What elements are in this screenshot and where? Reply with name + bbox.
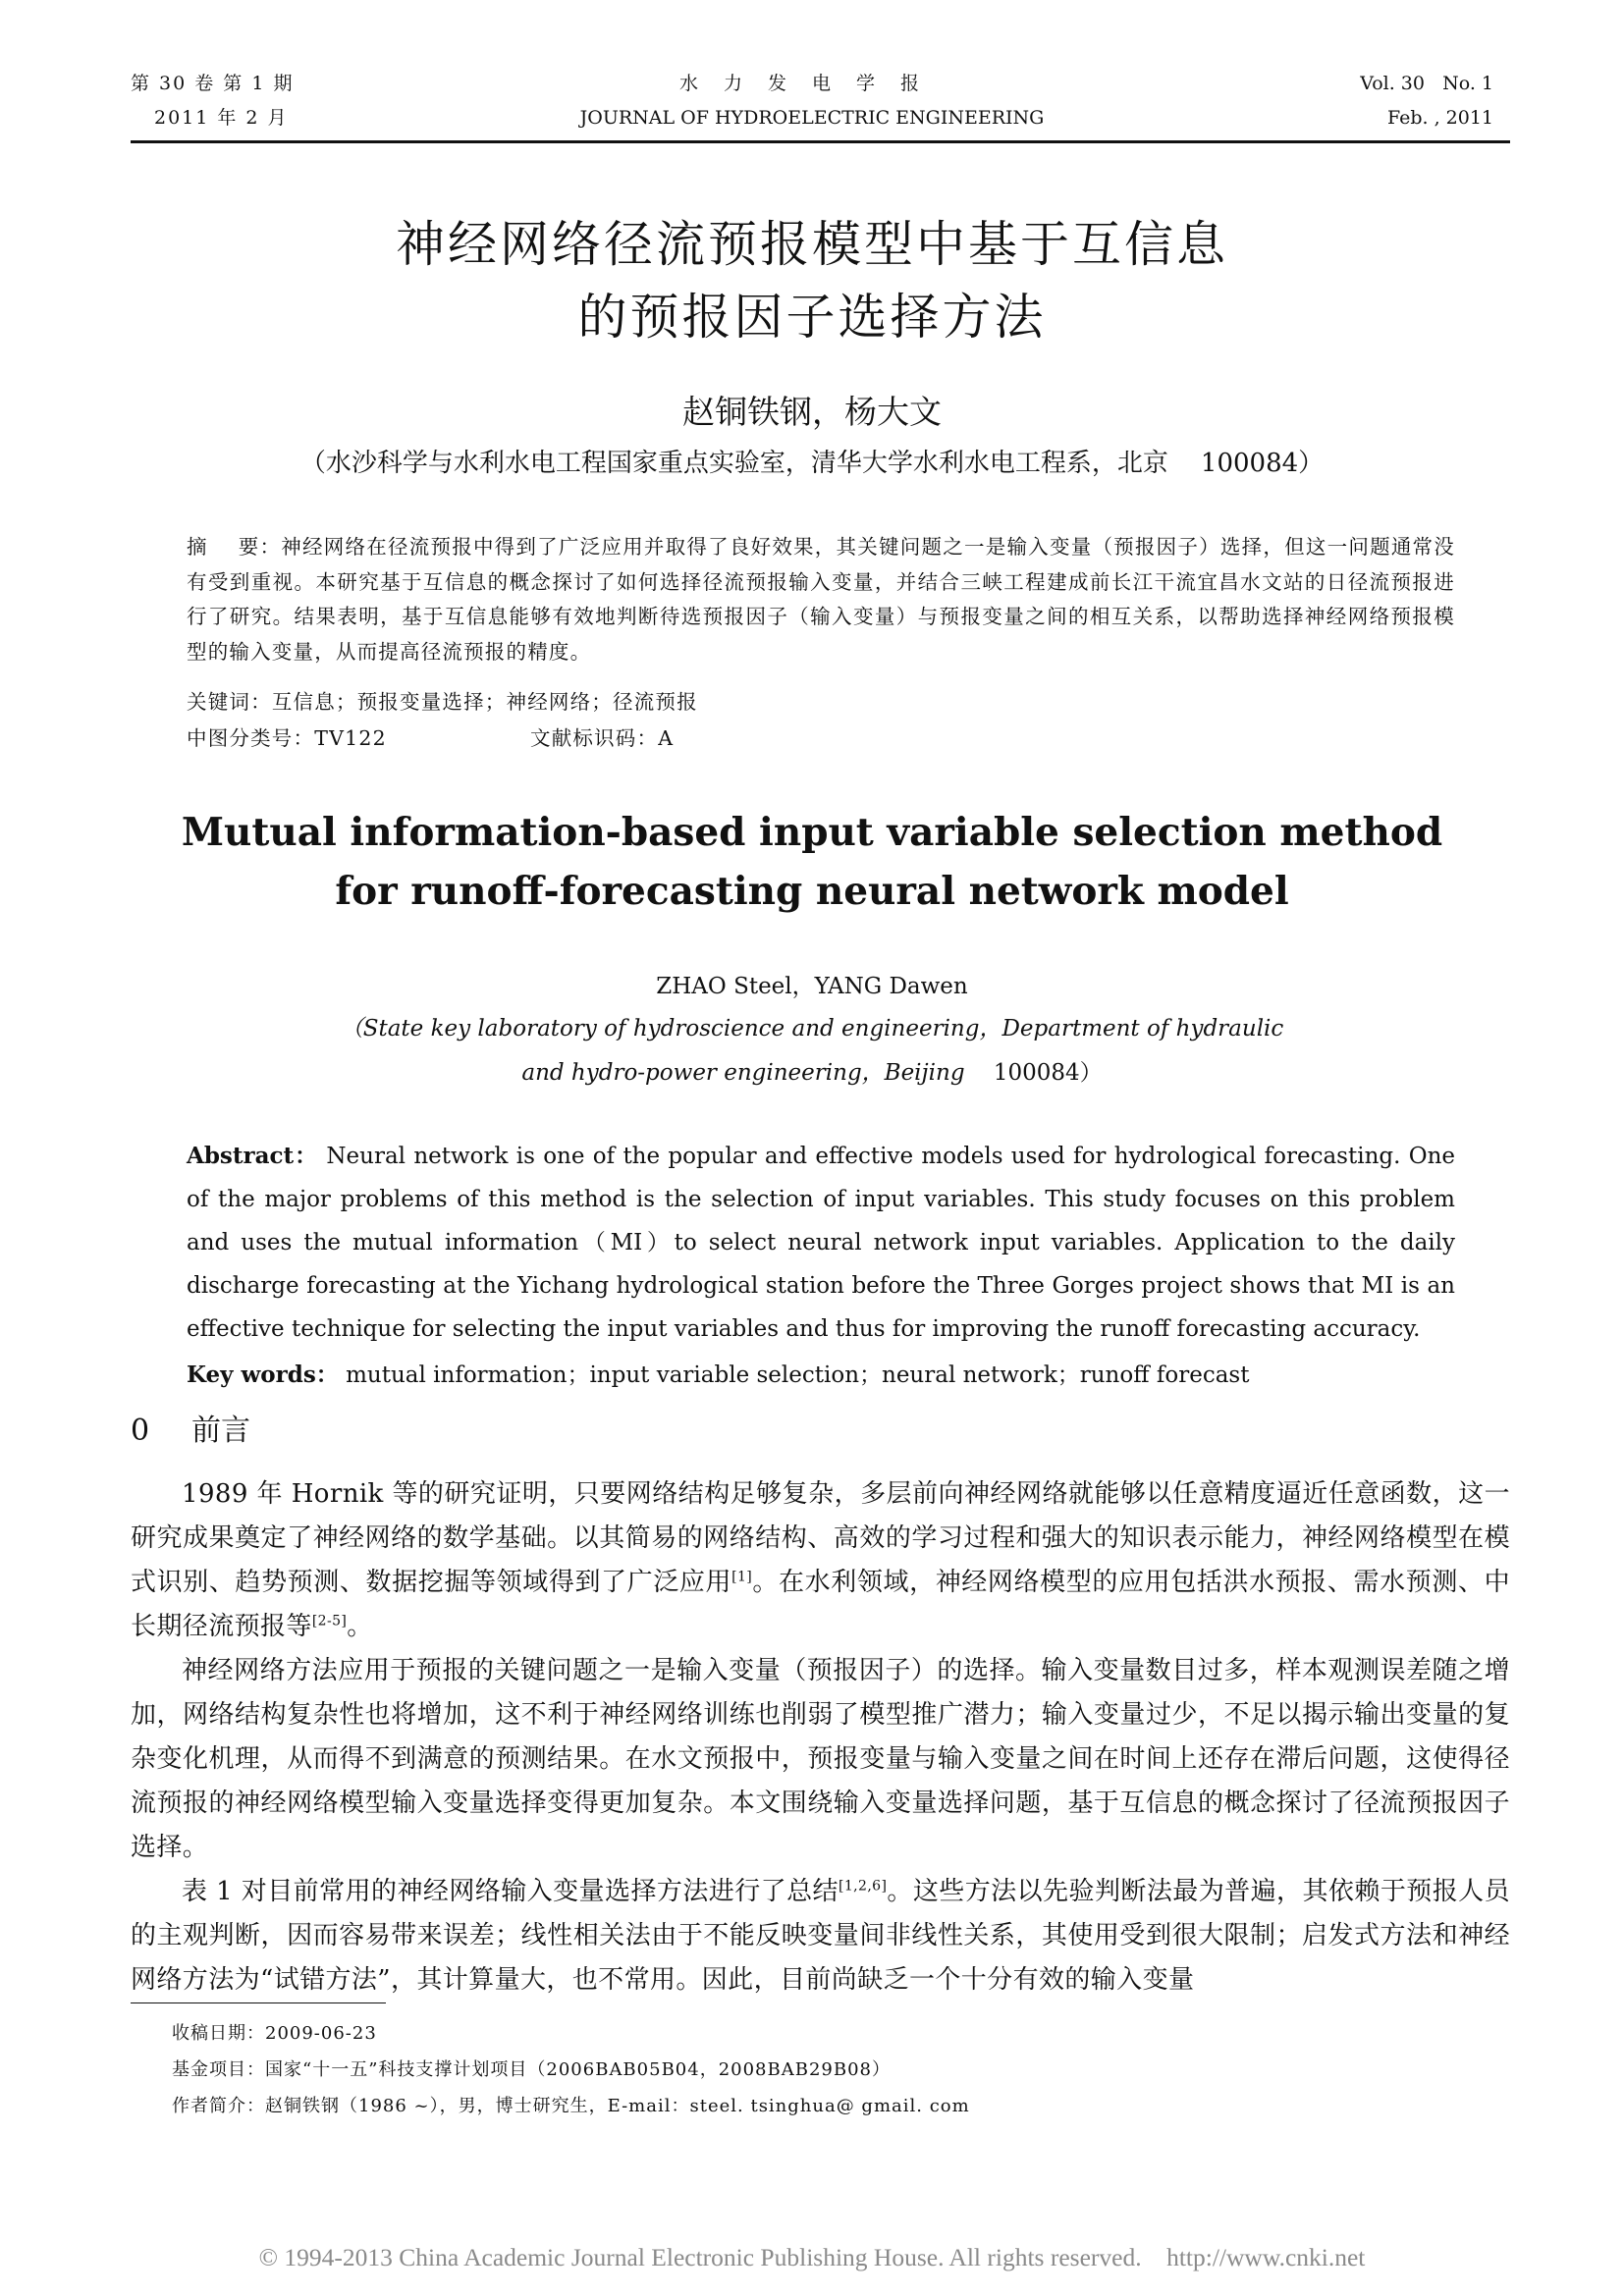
title-en — [0, 803, 1624, 921]
copyright-line: © 1994-2013 China Academic Journal Electronic Publishing House. All rights reserved. http://www.cnki.net — [258, 2243, 1366, 2271]
journal-name-en: JOURNAL OF HYDROELECTRIC ENGINEERING — [579, 107, 1045, 129]
abstract-cn-text: 神经网络在径流预报中得到了广泛应用并取得了良好效果，其关键问题之一是输入变量（预报因子）选择，但这一问题通常没有受到重视。本研究基于互信息的概念探讨了如何选择径流预报输入变量，并结合三峡工程建成前长江干流宜昌水文站的日径流预报进行了研究。结果表明，基于互信息能够有效地判断待选预报因子（输入变量）与预报变量之间的相互关系，以帮助选择神经网络预报模型的输入变量，从而提高径流预报的精度。 — [187, 535, 1456, 664]
citation: [1] — [731, 1569, 753, 1585]
keywords-en-text: mutual information；input variable selection；neural network；runoff forecast — [346, 1362, 1250, 1388]
section-number: 0 — [131, 1414, 150, 1448]
clc-value: TV122 — [314, 726, 387, 750]
citation: [1,2,6] — [839, 1878, 888, 1895]
paragraph — [131, 1870, 1510, 2002]
doc-code-value: A — [658, 726, 675, 750]
keywords-en — [187, 1354, 1249, 1397]
title-en-line2: for runoff-forecasting neural network model — [335, 869, 1289, 914]
section-title: 前言 — [191, 1414, 250, 1448]
paragraph-text: 1989 年 Hornik 等的研究证明，只要网络结构足够复杂，多层前向神经网络就能够以任意精度逼近任意函数，这一研究成果奠定了神经网络的数学基础。以其简易的网络结构、高效的学习过程和强大的知识表示能力，神经网络模型在模式识别、趋势预测、数据挖掘等领域得到了广泛应用 — [131, 1479, 1510, 1597]
date-cn: 2011 年 2 月 — [154, 107, 289, 129]
clc-label: 中图分类号： — [187, 726, 315, 750]
title-cn — [0, 208, 1624, 353]
paragraph-text: 表 1 对目前常用的神经网络输入变量选择方法进行了总结 — [182, 1877, 839, 1906]
footnote-rule — [131, 2002, 386, 2003]
affiliation-en-line1: （State key laboratory of hydroscience and engineering，Department of hydraulic — [340, 1016, 1284, 1041]
body-text — [131, 1472, 1510, 2002]
paragraph-text: 。这些方法以先验判断法最为普遍，其依赖于预报人员的主观判断，因而容易带来误差；线性相关法由于不能反映变量间非线性关系，其使用受到很大限制；启发式方法和神经网络方法为“试错方法”，其计算量大，也不常用。因此，目前尚缺乏一个十分有效的输入变量 — [131, 1877, 1510, 1995]
abstract-cn — [187, 530, 1455, 669]
paragraph — [131, 1472, 1510, 1649]
authors-cn: 赵铜铁钢，杨大文 — [682, 393, 942, 431]
authors-en: ZHAO Steel，YANG Dawen — [656, 974, 968, 999]
keywords-en-label: Key words： — [187, 1362, 339, 1388]
affiliation-en — [0, 1007, 1624, 1095]
abstract-en-text: Neural network is one of the popular and effective models used for hydrological forecasting. One of the major problems of this method is the selection of input variables. This study focuses on this problem and uses the mutual information（MI）to select neural network input variables. Application to the daily discharge forecasting at the Yichang hydrological station before the Three Gorges project shows that MI is an effective technique for selecting the input variables and thus for improving the runoff forecasting accuracy. — [187, 1144, 1455, 1342]
document-code — [530, 721, 674, 756]
title-cn-line2: 的预报因子选择方法 — [577, 289, 1047, 346]
date-en: Feb. , 2011 — [1386, 107, 1493, 129]
paragraph-text: 。 — [347, 1612, 373, 1641]
doc-code-label: 文献标识码： — [530, 726, 659, 750]
title-en-line1: Mutual information-based input variable selection method — [181, 810, 1443, 855]
abstract-en — [187, 1135, 1455, 1351]
journal-name-cn: 水力发电学报 — [678, 73, 945, 94]
affiliation-en-line2 — [0, 1051, 1624, 1095]
header-rule — [131, 140, 1510, 143]
abstract-en-label: Abstract： — [187, 1143, 319, 1169]
keywords-cn — [187, 685, 698, 720]
header-left — [131, 67, 294, 135]
affiliation-cn: （水沙科学与水利水电工程国家重点实验室，清华大学水利水电工程系，北京 100084） — [299, 449, 1325, 478]
paragraph-text: 。在水利领域，神经网络模型的应用包括洪水预报、需水预测、中长期径流预报等 — [131, 1568, 1510, 1641]
section-heading — [131, 1412, 250, 1451]
citation: [2-5] — [311, 1613, 348, 1629]
header-center — [412, 67, 1212, 135]
paragraph: 神经网络方法应用于预报的关键问题之一是输入变量（预报因子）的选择。输入变量数目过多，样本观测误差随之增加，网络结构复杂性也将增加，这不利于神经网络训练也削弱了模型推广潜力；输入变量过少，不足以揭示输出变量的复杂变化机理，从而得不到满意的预测结果。在水文预报中，预报变量与输入变量之间在时间上还存在滞后问题，这使得径流预报的神经网络模型输入变量选择变得更加复杂。本文围绕输入变量选择问题，基于互信息的概念探讨了径流预报因子选择。 — [131, 1656, 1510, 1862]
title-cn-line1: 神经网络径流预报模型中基于互信息 — [396, 216, 1228, 273]
footnote-fund: 基金项目：国家“十一五”科技支撑计划项目（2006BAB05B04，2008BAB29B08） — [172, 2059, 891, 2080]
footnote-author: 作者简介：赵铜铁钢（1986 ~），男，博士研究生，E-mail：steel. tsinghua@ gmail. com — [172, 2096, 970, 2116]
footnote-received: 收稿日期：2009-06-23 — [172, 2023, 377, 2044]
keywords-cn-text: 互信息；预报变量选择；神经网络；径流预报 — [271, 690, 698, 714]
affiliation-en-postcode: 100084） — [993, 1060, 1103, 1086]
volume-issue-en: Vol. 30 No. 1 — [1360, 73, 1493, 94]
volume-issue-cn: 第 30 卷 第 1 期 — [131, 73, 295, 94]
keywords-cn-label: 关键词： — [187, 690, 272, 714]
affiliation-en-line2-text: and hydro-power engineering，Beijing — [521, 1060, 965, 1086]
clc-number — [187, 721, 387, 756]
header-right — [1360, 67, 1493, 135]
abstract-cn-label: 摘 要： — [187, 535, 282, 559]
